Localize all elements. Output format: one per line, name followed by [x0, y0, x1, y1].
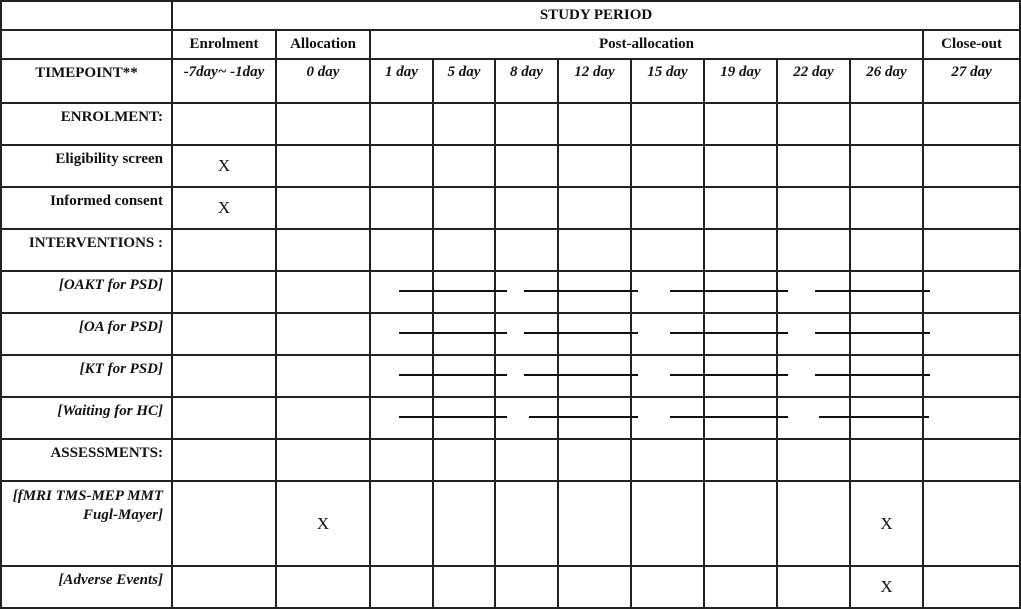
intervention-bar [399, 416, 507, 418]
row-label: [OAKT for PSD] [1, 271, 172, 313]
intervention-bar [815, 332, 930, 334]
schedule-cell [558, 103, 631, 145]
schedule-cell [370, 355, 433, 397]
schedule-cell [433, 481, 495, 566]
intervention-bar [670, 374, 788, 376]
schedule-cell [923, 271, 1020, 313]
schedule-cell [370, 187, 433, 229]
timepoint-cell: 22 day [777, 59, 850, 103]
schedule-cell [850, 145, 923, 187]
schedule-row [1, 187, 1020, 229]
row-label: [Adverse Events] [1, 566, 172, 608]
schedule-cell [704, 103, 777, 145]
study-period-row [1, 1, 1020, 30]
schedule-cell [276, 313, 370, 355]
schedule-cell [433, 313, 495, 355]
schedule-cell [631, 103, 704, 145]
schedule-cell [923, 145, 1020, 187]
schedule-row [1, 566, 1020, 608]
schedule-cell [370, 313, 433, 355]
schedule-cell [495, 481, 558, 566]
schedule-cell [172, 439, 276, 481]
schedule-row [1, 103, 1020, 145]
schedule-cell [433, 355, 495, 397]
schedule-cell [495, 313, 558, 355]
schedule-row [1, 397, 1020, 439]
schedule-cell [704, 439, 777, 481]
row-label: [KT for PSD] [1, 355, 172, 397]
schedule-cell [704, 313, 777, 355]
schedule-cell [433, 187, 495, 229]
schedule-cell [495, 103, 558, 145]
timepoint-cell: 27 day [923, 59, 1020, 103]
schedule-cell [923, 397, 1020, 439]
schedule-cell [276, 145, 370, 187]
schedule-cell [777, 397, 850, 439]
schedule-cell [495, 229, 558, 271]
schedule-cell [777, 229, 850, 271]
schedule-cell [433, 566, 495, 608]
x-mark: X [172, 187, 276, 229]
schedule-cell [370, 229, 433, 271]
schedule-cell [777, 271, 850, 313]
schedule-cell [558, 313, 631, 355]
schedule-cell [704, 187, 777, 229]
row-label: INTERVENTIONS : [1, 229, 172, 271]
schedule-cell [923, 229, 1020, 271]
schedule-cell [558, 397, 631, 439]
schedule-cell [370, 481, 433, 566]
schedule-cell [172, 103, 276, 145]
schedule-cell [923, 439, 1020, 481]
allocation-header: Allocation [276, 30, 370, 59]
schedule-cell [777, 439, 850, 481]
schedule-cell [276, 397, 370, 439]
schedule-cell [433, 103, 495, 145]
schedule-cell [850, 229, 923, 271]
schedule-cell [558, 439, 631, 481]
schedule-row [1, 355, 1020, 397]
schedule-cell [631, 397, 704, 439]
schedule-cell [850, 439, 923, 481]
timepoint-cell: -7day~ -1day [172, 59, 276, 103]
schedule-cell [276, 566, 370, 608]
schedule-cell [172, 397, 276, 439]
schedule-cell [850, 397, 923, 439]
schedule-cell [370, 271, 433, 313]
schedule-cell [777, 566, 850, 608]
row-label: ASSESSMENTS: [1, 439, 172, 481]
row-label: Informed consent [1, 187, 172, 229]
schedule-cell [370, 103, 433, 145]
intervention-bar [399, 374, 507, 376]
intervention-bar [670, 332, 788, 334]
schedule-cell [923, 481, 1020, 566]
schedule-cell [631, 439, 704, 481]
intervention-bar [670, 416, 788, 418]
schedule-cell [276, 271, 370, 313]
schedule-cell [433, 145, 495, 187]
schedule-cell [704, 229, 777, 271]
schedule-cell [433, 439, 495, 481]
schedule-cell [495, 397, 558, 439]
x-mark: X [850, 481, 923, 566]
intervention-bar [524, 332, 638, 334]
schedule-cell [704, 566, 777, 608]
schedule-cell [704, 271, 777, 313]
schedule-cell [558, 145, 631, 187]
schedule-row [1, 439, 1020, 481]
schedule-cell [850, 187, 923, 229]
intervention-bar [399, 290, 507, 292]
schedule-cell [923, 103, 1020, 145]
schedule-cell [704, 355, 777, 397]
schedule-cell [276, 103, 370, 145]
schedule-cell [276, 187, 370, 229]
phase-row [1, 30, 1020, 59]
schedule-cell [172, 271, 276, 313]
schedule-cell [850, 271, 923, 313]
timepoint-cell: 5 day [433, 59, 495, 103]
schedule-cell [370, 397, 433, 439]
schedule-cell [704, 481, 777, 566]
schedule-cell [433, 229, 495, 271]
schedule-cell [850, 103, 923, 145]
timepoint-label: TIMEPOINT** [1, 59, 172, 103]
schedule-row [1, 271, 1020, 313]
x-mark: X [276, 481, 370, 566]
timepoint-cell: 12 day [558, 59, 631, 103]
intervention-bar [399, 332, 507, 334]
schedule-cell [777, 103, 850, 145]
schedule-cell [276, 355, 370, 397]
schedule-cell [923, 187, 1020, 229]
schedule-cell [558, 355, 631, 397]
intervention-bar [819, 416, 929, 418]
schedule-cell [704, 397, 777, 439]
row-label: [Waiting for HC] [1, 397, 172, 439]
timepoint-cell: 26 day [850, 59, 923, 103]
corner-cell [1, 1, 172, 30]
intervention-bar [670, 290, 788, 292]
schedule-row [1, 481, 1020, 566]
schedule-cell [495, 187, 558, 229]
schedule-cell [923, 566, 1020, 608]
schedule-cell [850, 313, 923, 355]
schedule-row [1, 145, 1020, 187]
schedule-cell [370, 566, 433, 608]
schedule-cell [631, 271, 704, 313]
schedule-cell [631, 566, 704, 608]
schedule-cell [172, 355, 276, 397]
row-label: [fMRI TMS-MEP MMT Fugl-Mayer] [1, 481, 172, 566]
intervention-bar [815, 374, 930, 376]
schedule-cell [172, 313, 276, 355]
schedule-cell [777, 481, 850, 566]
schedule-cell [777, 145, 850, 187]
timepoint-cell: 0 day [276, 59, 370, 103]
schedule-cell [433, 397, 495, 439]
timepoint-row [1, 59, 1020, 103]
post-allocation-header: Post-allocation [370, 30, 923, 59]
intervention-bar [815, 290, 930, 292]
enrolment-header: Enrolment [172, 30, 276, 59]
schedule-cell [276, 229, 370, 271]
timepoint-cell: 15 day [631, 59, 704, 103]
schedule-cell [495, 566, 558, 608]
schedule-cell [631, 313, 704, 355]
schedule-cell [370, 439, 433, 481]
schedule-cell [558, 271, 631, 313]
schedule-cell [923, 313, 1020, 355]
schedule-row [1, 229, 1020, 271]
x-mark: X [172, 145, 276, 187]
study-period-header: STUDY PERIOD [172, 1, 1020, 30]
schedule-cell [276, 439, 370, 481]
schedule-cell [172, 229, 276, 271]
intervention-bar [529, 416, 638, 418]
schedule-cell [850, 355, 923, 397]
timepoint-cell: 1 day [370, 59, 433, 103]
schedule-cell [631, 481, 704, 566]
intervention-bar [524, 374, 638, 376]
schedule-cell [495, 145, 558, 187]
schedule-cell [777, 313, 850, 355]
row-label: Eligibility screen [1, 145, 172, 187]
schedule-cell [495, 439, 558, 481]
schedule-cell [631, 229, 704, 271]
schedule-cell [704, 145, 777, 187]
schedule-cell [631, 355, 704, 397]
schedule-cell [370, 145, 433, 187]
schedule-cell [558, 187, 631, 229]
intervention-bar [524, 290, 638, 292]
x-mark: X [850, 566, 923, 608]
schedule-cell [558, 566, 631, 608]
corner-cell-2 [1, 30, 172, 59]
schedule-cell [923, 355, 1020, 397]
schedule-cell [558, 229, 631, 271]
schedule-cell [558, 481, 631, 566]
schedule-cell [777, 355, 850, 397]
schedule-cell [631, 145, 704, 187]
schedule-cell [495, 271, 558, 313]
close-out-header: Close-out [923, 30, 1020, 59]
schedule-cell [172, 481, 276, 566]
schedule-cell [172, 566, 276, 608]
schedule-row [1, 313, 1020, 355]
schedule-cell [495, 355, 558, 397]
row-label: ENROLMENT: [1, 103, 172, 145]
schedule-cell [631, 187, 704, 229]
schedule-cell [433, 271, 495, 313]
row-label: [OA for PSD] [1, 313, 172, 355]
timepoint-cell: 8 day [495, 59, 558, 103]
schedule-cell [777, 187, 850, 229]
timepoint-cell: 19 day [704, 59, 777, 103]
